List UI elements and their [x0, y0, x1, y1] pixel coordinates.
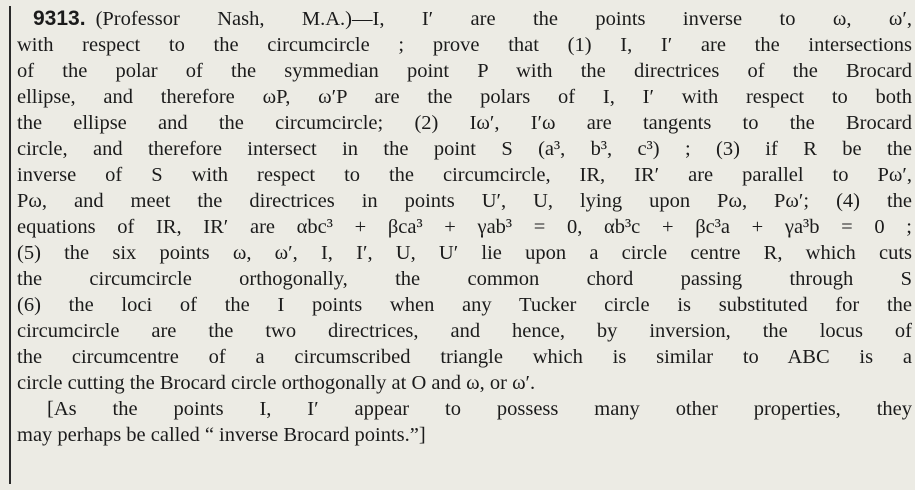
- note-line: [As the points I, I′ appear to possess many other properties, they: [47, 398, 912, 420]
- problem-line: with respect to the circumcircle ; prove that (1) I, I′ are the intersections: [17, 34, 912, 56]
- problem-line: the circumcircle orthogonally, the common chord passing through S: [17, 268, 912, 290]
- problem-line: (6) the loci of the I points when any Tucker circle is substituted for the: [17, 294, 912, 316]
- problem-line: the circumcentre of a circumscribed triangle which is similar to ABC is a: [17, 346, 912, 368]
- problem-line-1: [17, 6, 912, 32]
- problem-number: 9313.: [33, 7, 86, 30]
- problem-line: circle cutting the Brocard circle orthogonally at O and ω, or ω′.: [17, 372, 536, 394]
- problem-line: Pω, and meet the directrices in points U′, U, lying upon Pω, Pω′; (4) the: [17, 190, 912, 212]
- problem-line: circle, and therefore intersect in the point S (a³, b³, c³) ; (3) if R be the: [17, 138, 912, 160]
- problem-line: inverse of S with respect to the circumcircle, IR, IR′ are parallel to Pω′,: [17, 164, 912, 186]
- margin-rule: [9, 6, 11, 484]
- problem-line: of the polar of the symmedian point P with the directrices of the Brocard: [17, 60, 912, 82]
- problem-line: the ellipse and the circumcircle; (2) Iω′, I′ω are tangents to the Brocard: [17, 112, 912, 134]
- problem-line: ellipse, and therefore ωP, ω′P are the polars of I, I′ with respect to both: [17, 86, 912, 108]
- problem-line-text: (Professor Nash, M.A.)—I, I′ are the points inverse to ω, ω′,: [95, 8, 912, 30]
- problem-text: [17, 6, 912, 448]
- problem-line: circumcircle are the two directrices, and hence, by inversion, the locus of: [17, 320, 912, 342]
- problem-line: (5) the six points ω, ω′, I, I′, U, U′ lie upon a circle centre R, which cuts: [17, 242, 912, 264]
- note-line: may perhaps be called “ inverse Brocard points.”]: [17, 424, 426, 446]
- problem-line: equations of IR, IR′ are αbc³ + βca³ + γab³ = 0, αb³c + βc³a + γa³b = 0 ;: [17, 216, 912, 238]
